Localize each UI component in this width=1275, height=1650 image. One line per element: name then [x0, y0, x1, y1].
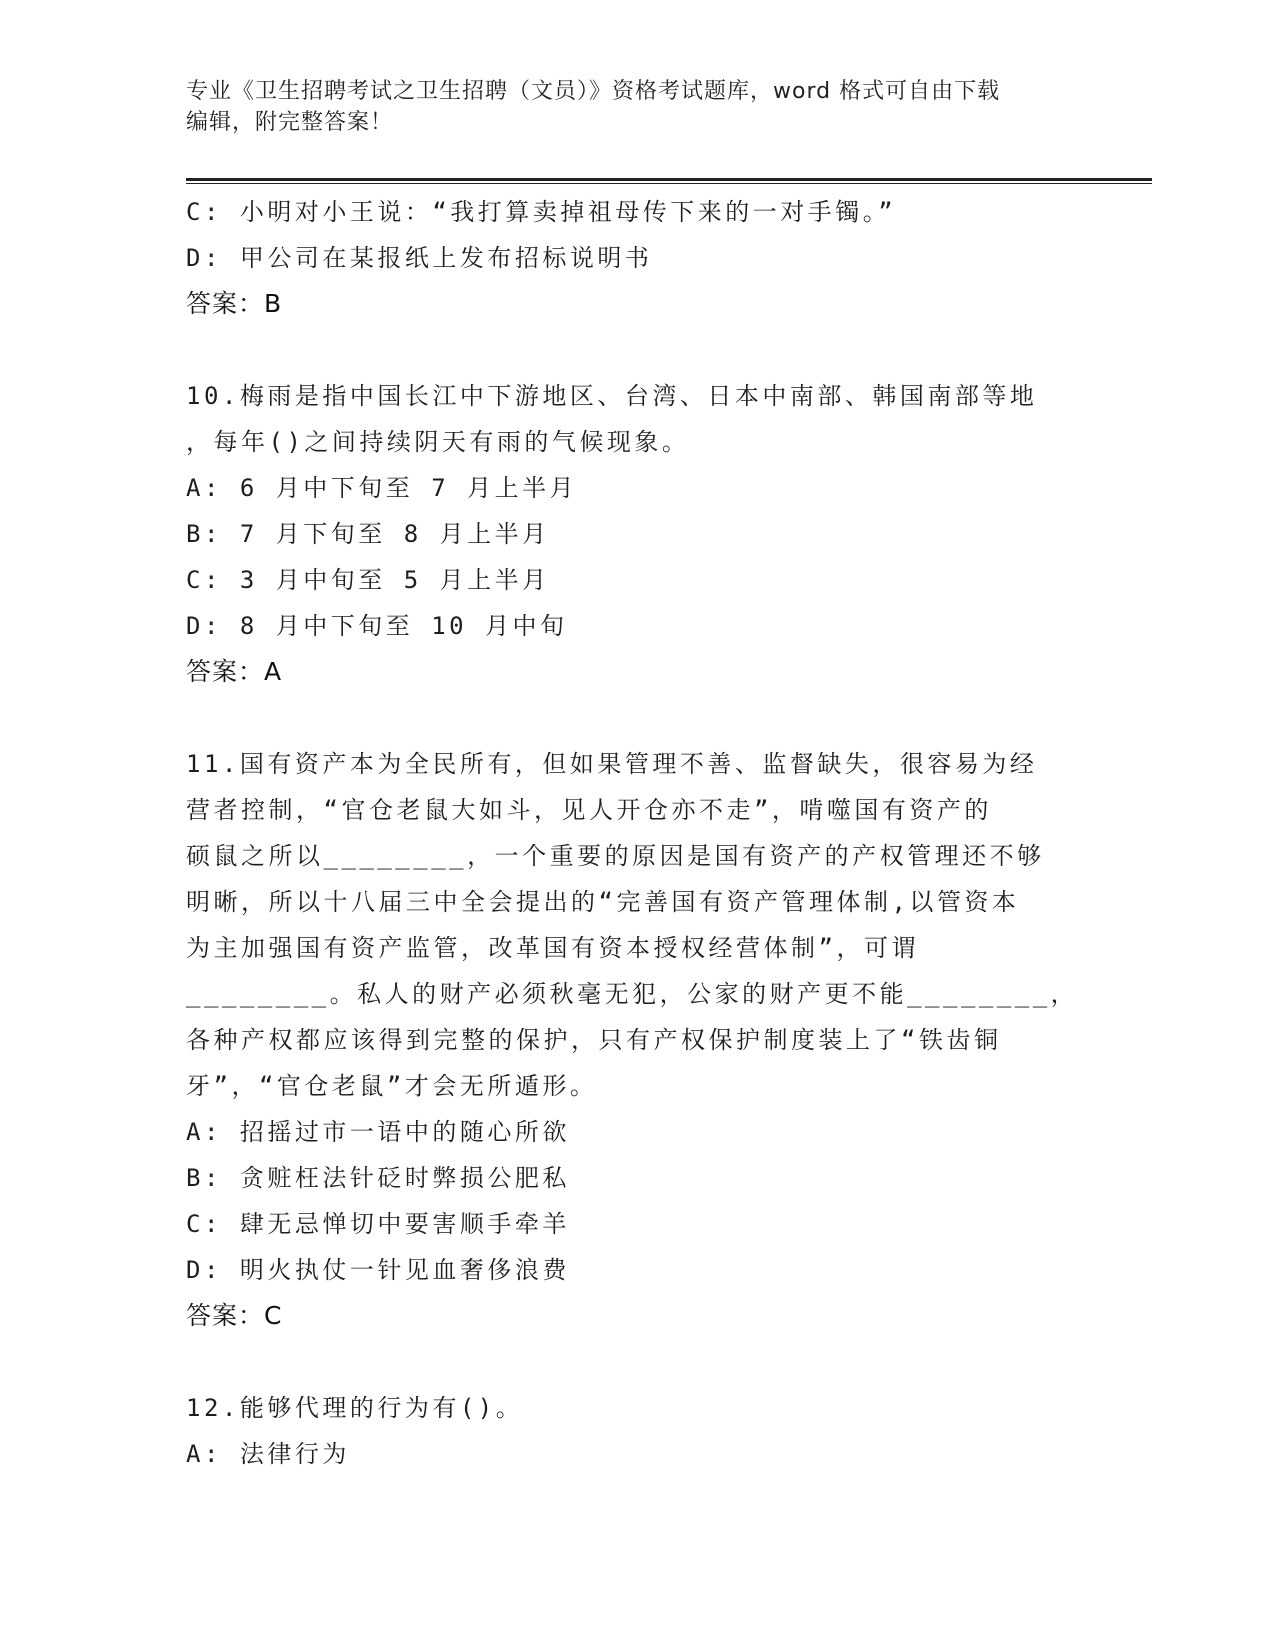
option-b: B: 7 月下旬至 8 月上半月: [186, 520, 550, 548]
document-header: [186, 76, 1086, 138]
option-d: D: 8 月中下旬至 10 月中旬: [186, 612, 568, 640]
option-a: A: 6 月中下旬至 7 月上半月: [186, 474, 578, 502]
document-body: [186, 189, 1086, 1477]
question-stem-line: 牙”，“官仓老鼠”才会无所遁形。: [186, 1072, 598, 1100]
option-c: C: 3 月中旬至 5 月上半月: [186, 566, 550, 594]
question-10: [186, 373, 1086, 695]
option-a: A: 招摇过市一语中的随心所欲: [186, 1118, 570, 1146]
question-stem-line: 各种产权都应该得到完整的保护，只有产权保护制度装上了“铁齿铜: [186, 1026, 1002, 1054]
answer-line: 答案：A: [186, 657, 283, 686]
question-stem-line: ，每年()之间持续阴天有雨的气候现象。: [186, 428, 690, 456]
question-stem-line: 明晰，所以十八届三中全会提出的“完善国有资产管理体制,以管资本: [186, 888, 1020, 916]
answer-line: 答案：C: [186, 1301, 283, 1330]
option-b: B: 贪赃枉法针砭时弊损公肥私: [186, 1164, 570, 1192]
question-stem-line: 硕鼠之所以________，一个重要的原因是国有资产的产权管理还不够: [186, 842, 1045, 870]
spacer: [186, 695, 1086, 741]
question-stem-line: 为主加强国有资产监管，改革国有资本授权经营体制”，可谓: [186, 934, 919, 962]
header-line-2: 编辑，附完整答案！: [186, 110, 394, 135]
answer-line: 答案：B: [186, 289, 283, 318]
question-12: [186, 1385, 1086, 1477]
spacer: [186, 327, 1086, 373]
spacer: [186, 1339, 1086, 1385]
header-divider-thick: [186, 178, 1152, 181]
option-c: C: 小明对小王说：“我打算卖掉祖母传下来的一对手镯。”: [186, 198, 897, 226]
question-11: [186, 741, 1086, 1339]
question-stem-line: 10.梅雨是指中国长江中下游地区、台湾、日本中南部、韩国南部等地: [186, 382, 1038, 410]
option-c: C: 肆无忌惮切中要害顺手牵羊: [186, 1210, 570, 1238]
question-stem-line: 营者控制，“官仓老鼠大如斗，见人开仓亦不走”，啃噬国有资产的: [186, 796, 992, 824]
option-a: A: 法律行为: [186, 1440, 350, 1468]
header-divider-thin: [186, 183, 1152, 184]
option-d: D: 明火执仗一针见血奢侈浪费: [186, 1256, 570, 1284]
question-9-continuation: [186, 189, 1086, 327]
question-stem-line: ________。私人的财产必须秋毫无犯，公家的财产更不能________，: [186, 980, 1079, 1008]
question-stem-line: 12.能够代理的行为有()。: [186, 1394, 524, 1422]
header-line-1: 专业《卫生招聘考试之卫生招聘（文员）》资格考试题库，word 格式可自由下载: [186, 79, 1001, 104]
option-d: D: 甲公司在某报纸上发布招标说明书: [186, 244, 653, 272]
question-stem-line: 11.国有资产本为全民所有，但如果管理不善、监督缺失，很容易为经: [186, 750, 1038, 778]
